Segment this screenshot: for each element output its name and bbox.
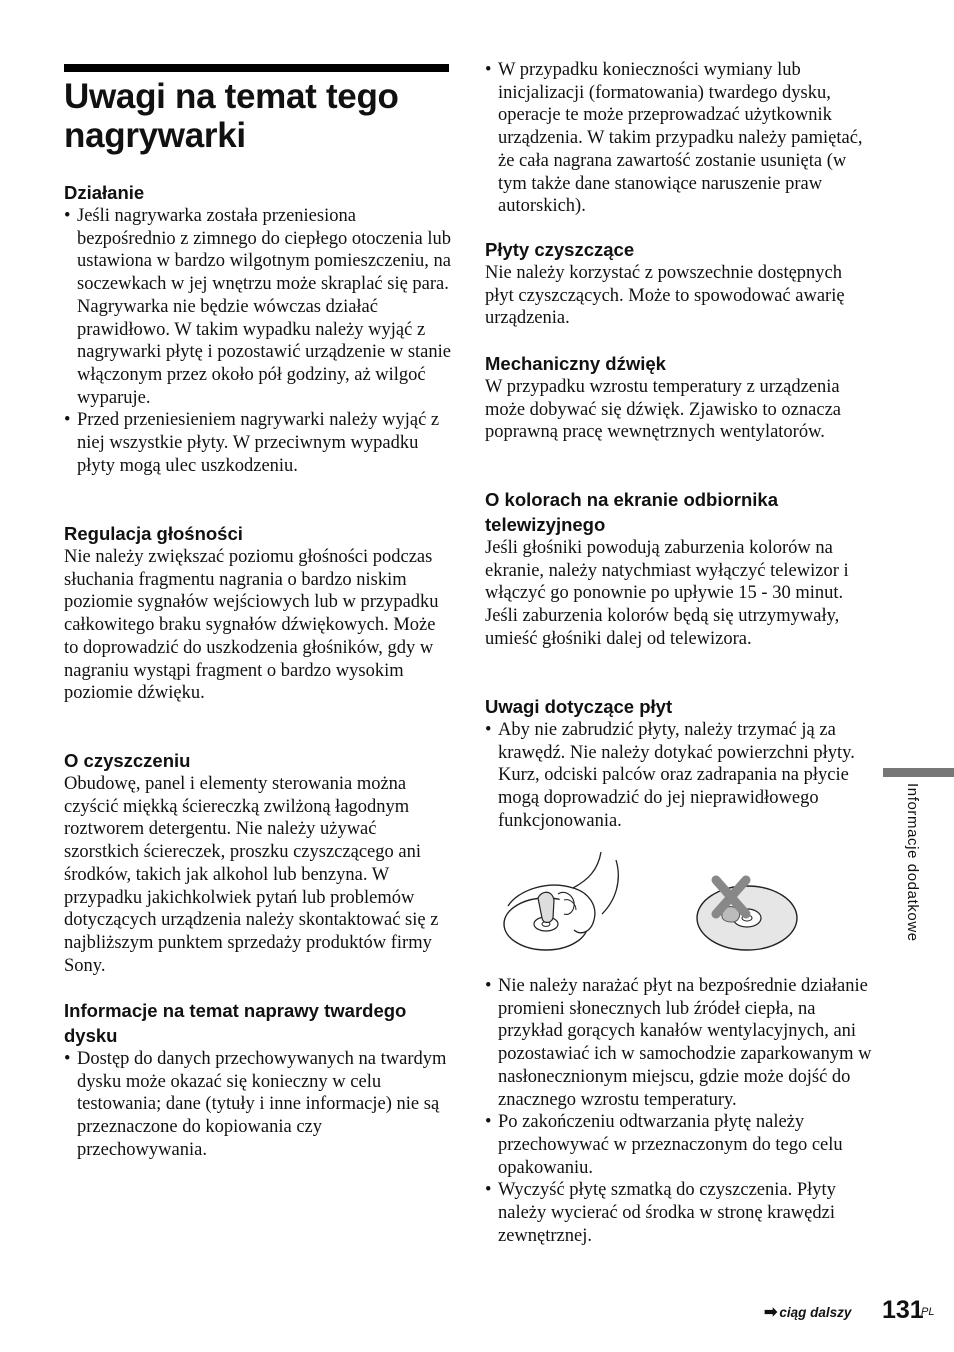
side-tab-marker bbox=[883, 768, 954, 777]
section-czyszczenie bbox=[64, 748, 454, 977]
page-title: Uwagi na temat tego nagrywarki bbox=[64, 77, 399, 155]
side-tab-label: Informacje dodatkowe bbox=[904, 783, 921, 942]
section-mechaniczny bbox=[485, 351, 875, 444]
list-item: • Wyczyść płytę szmatką do czyszczenia. Płyty należy wycierać od środka w stronę krawędzi zewnętrznej. bbox=[485, 1179, 875, 1247]
list-item: • Aby nie zabrudzić płyty, należy trzymać ją za krawędź. Nie należy dotykać powierzchni płyty. Kurz, odciski palców oraz zadrapania na płycie mogą doprowadzić do jej nieprawidłowego funkcjonowania. bbox=[485, 719, 875, 833]
list-item: • W przypadku konieczności wymiany lub inicjalizacji (formatowania) twardego dysku, operacje te może przeprowadzać użytkownik urządzenia. W takim przypadku należy pamiętać, że cała nagrana zawartość zostanie usunięta (w tym także dane stanowiące naruszenie praw autorskich). bbox=[485, 59, 875, 218]
section-text: Nie należy korzystać z powszechnie dostępnych płyt czyszczących. Może to spowodować awarię urządzenia. bbox=[485, 263, 845, 329]
section-plyty-cont bbox=[485, 975, 875, 1247]
section-regulacja bbox=[64, 521, 454, 705]
section-heading: Płyty czyszczące bbox=[485, 239, 635, 260]
page-number: 131 bbox=[882, 1296, 924, 1324]
section-heading: Informacje na temat naprawy twardego dysku bbox=[64, 1000, 407, 1046]
section-heading: Uwagi dotyczące płyt bbox=[485, 696, 673, 717]
hand-holding-disc-illustration bbox=[498, 850, 638, 955]
crossed-disc-illustration bbox=[694, 868, 804, 958]
list-item: • Jeśli nagrywarka została przeniesiona bezpośrednio z zimnego do ciepłego otoczenia lub ustawiona w bardzo wilgotnym pomieszczeniu, na soczewkach w jej wnętrzu może skraplać się para. Nagrywarka nie będzie wówczas działać prawidłowo. W takim wypadku należy wyjąć z nagrywarki płytę i pozostawić urządzenie w stanie włączonym przez około pół godziny, aż wilgoć wyparuje. bbox=[64, 205, 454, 409]
title-rule bbox=[64, 64, 449, 72]
section-heading: Regulacja głośności bbox=[64, 523, 243, 544]
arrow-right-icon: ➡ bbox=[764, 1304, 778, 1321]
continued-label: ciąg dalszy bbox=[779, 1305, 852, 1320]
section-text: Nie należy zwiększać poziomu głośności podczas słuchania fragmentu nagrania o bardzo niskim poziomie sygnałów wejściowych lub w przypadku całkowitego braku sygnałów dźwiękowych. Może to doprowadzić do uszkodzenia głośników, gdy w nagraniu wystąpi fragment o bardzo wysokim poziomie dźwięku. bbox=[64, 547, 439, 704]
section-heading: Działanie bbox=[64, 182, 145, 203]
continued-note bbox=[764, 1302, 851, 1322]
section-text: W przypadku wzrostu temperatury z urządzenia może dobywać się dźwięk. Zjawisko to oznacza poprawną pracę wewnętrznych wentylatorów. bbox=[485, 377, 841, 443]
section-naprawa bbox=[64, 998, 454, 1162]
section-plyty bbox=[485, 694, 875, 833]
list-item: • Po zakończeniu odtwarzania płytę należy przechowywać w przeznaczonym do tego celu opakowaniu. bbox=[485, 1111, 875, 1179]
section-text: Obudowę, panel i elementy sterowania można czyścić miękką ściereczką zwilżoną łagodnym roztworem detergentu. Nie należy używać szorstkich ściereczek, proszku czyszczącego ani środków, takich jak alkohol lub benzyna. W przypadku jakichkolwiek pytań lub problemów dotyczących urządzenia należy skontaktować się z najbliższym punktem sprzedaży produktów firmy Sony. bbox=[64, 774, 439, 976]
section-heading: O kolorach na ekranie odbiornika telewizyjnego bbox=[485, 489, 779, 535]
language-suffix: PL bbox=[921, 1306, 935, 1318]
list-item: • Nie należy narażać płyt na bezpośrednie działanie promieni słonecznych lub źródeł ciepła, na przykład gorących kanałów wentylacyjnych, ani pozostawiać ich w samochodzie zaparkowanym w nasłonecznionym miejscu, gdzie może dojść do znacznego wzrostu temperatury. bbox=[485, 975, 875, 1111]
section-plyty-czyszczace bbox=[485, 237, 875, 330]
section-heading: O czyszczeniu bbox=[64, 750, 191, 771]
section-kolory bbox=[485, 487, 875, 651]
section-dzialanie bbox=[64, 180, 454, 477]
list-item: • Przed przeniesieniem nagrywarki należy wyjąć z niej wszystkie płyty. W przeciwnym wypadku płyty mogą ulec uszkodzeniu. bbox=[64, 409, 454, 477]
section-text: Jeśli głośniki powodują zaburzenia kolorów na ekranie, należy natychmiast wyłączyć telewizor i włączyć go ponownie po upływie 15 - 30 minut. Jeśli zaburzenia kolorów będą się utrzymywały, umieść głośniki dalej od telewizora. bbox=[485, 538, 849, 649]
section-heading: Mechaniczny dźwięk bbox=[485, 353, 666, 374]
section-naprawa-cont bbox=[485, 59, 875, 218]
list-item: • Dostęp do danych przechowywanych na twardym dysku może okazać się konieczny w celu testowania; dane (tytuły i inne informacje) nie są przeznaczone do kopiowania czy przechowywania. bbox=[64, 1048, 454, 1162]
